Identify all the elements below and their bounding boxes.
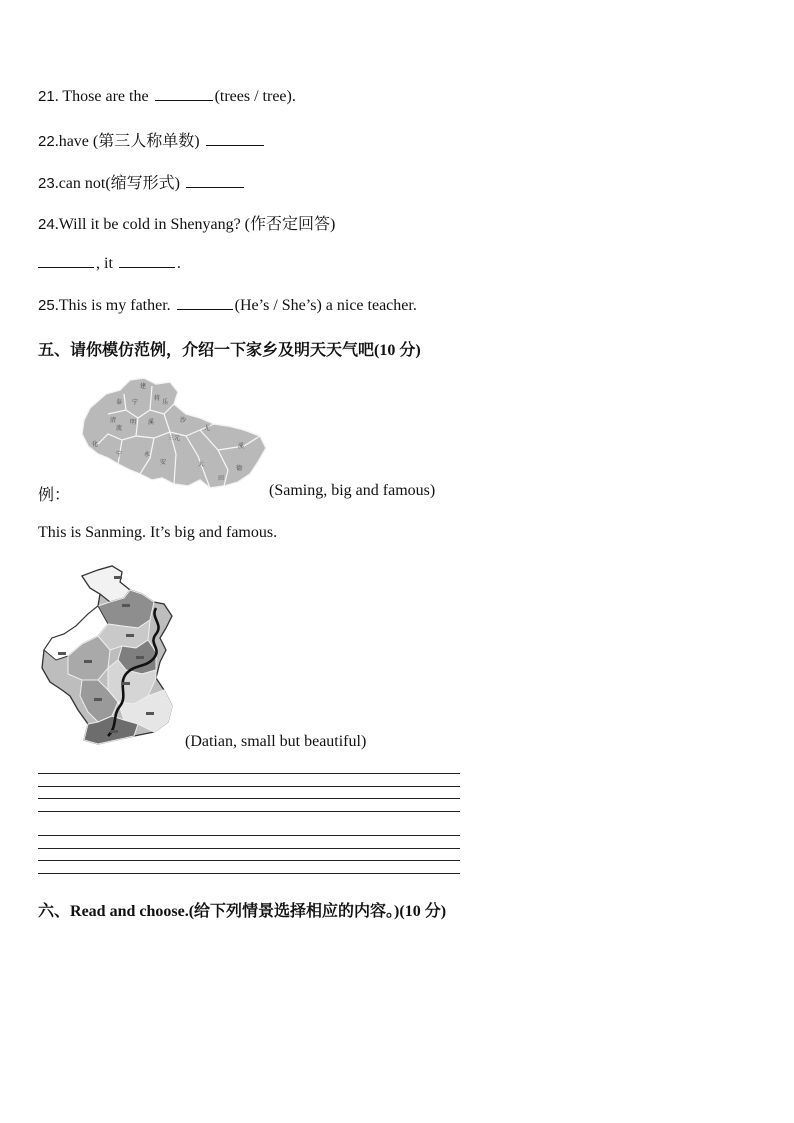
question-number: 24 (38, 216, 55, 233)
answer-blank[interactable] (155, 86, 213, 101)
writing-line[interactable] (38, 786, 460, 787)
example-hint: (Saming, big and famous) (269, 482, 436, 499)
question-21 (38, 86, 296, 106)
map-label: 沙 (180, 417, 187, 424)
question-options: (trees / tree). (214, 88, 296, 105)
answer-blank[interactable] (186, 173, 244, 188)
map-label: 永 (144, 451, 151, 458)
question-text: .can not(缩写形式) (54, 175, 180, 192)
writing-line[interactable] (38, 835, 460, 836)
map-label: 溪 (148, 419, 155, 426)
map-label: 德 (236, 465, 243, 472)
writing-line[interactable] (38, 848, 460, 849)
writing-line[interactable] (38, 798, 460, 799)
question-24 (38, 211, 335, 234)
answer-blank[interactable] (38, 253, 94, 268)
map-label: 田 (218, 475, 225, 482)
map-label: 宁 (116, 451, 123, 458)
question-options: (He’s / She’s) a nice teacher. (234, 297, 417, 314)
answer-blank[interactable] (177, 295, 233, 310)
question-23 (38, 170, 246, 193)
writing-line[interactable] (38, 873, 460, 874)
question-22 (38, 128, 266, 151)
writing-line[interactable] (38, 773, 460, 774)
answer-blank[interactable] (119, 253, 175, 268)
map-label: 安 (160, 459, 167, 466)
question-text: .have (第三人称单数) (54, 133, 200, 150)
question-number: 22 (38, 133, 55, 150)
map-label: 大 (198, 461, 205, 468)
example-label: 例： (38, 487, 71, 504)
question-24-answer (38, 253, 181, 273)
map-label: 将 (154, 395, 161, 402)
map-label: 三元 (168, 435, 181, 442)
sanming-map-image (78, 374, 270, 500)
writing-line[interactable] (38, 811, 460, 812)
question-text: . Those are the (54, 88, 149, 105)
map-label: 化 (92, 441, 99, 448)
datian-map-image (38, 564, 178, 746)
section-title-english: Read and choose. (70, 903, 189, 920)
map-label: 溪 (238, 443, 245, 450)
question-text: .Will it be cold in Shenyang? (作否定回答) (54, 216, 336, 233)
example-sentence: This is Sanming. It’s big and famous. (38, 524, 278, 541)
section-number: 六、 (38, 903, 71, 920)
map-label: 清 (110, 417, 117, 424)
section-5-heading: 五、请你模仿范例，介绍一下家乡及明天天气吧(10 分) (38, 342, 421, 359)
map-label: 乐 (162, 399, 169, 406)
task-hint: (Datian, small but beautiful) (185, 733, 367, 750)
map-label: 宁 (132, 399, 139, 406)
section-title-chinese: (给下列情景选择相应的内容。)(10 分) (188, 903, 447, 920)
question-number: 23 (38, 175, 55, 192)
question-number: 25 (38, 297, 55, 314)
map-label: 明 (130, 419, 137, 426)
map-label: 泰 (116, 399, 123, 406)
map-label: 流 (116, 425, 123, 432)
map-label: 尤 (204, 425, 211, 432)
answer-blank[interactable] (206, 131, 264, 146)
question-25 (38, 295, 417, 315)
answer-separator: , it (96, 255, 113, 272)
map-label: 建 (140, 383, 147, 390)
writing-line[interactable] (38, 860, 460, 861)
question-text: .This is my father. (54, 297, 171, 314)
answer-period: . (176, 255, 181, 272)
section-6-heading (38, 898, 446, 921)
question-number: 21 (38, 88, 55, 105)
